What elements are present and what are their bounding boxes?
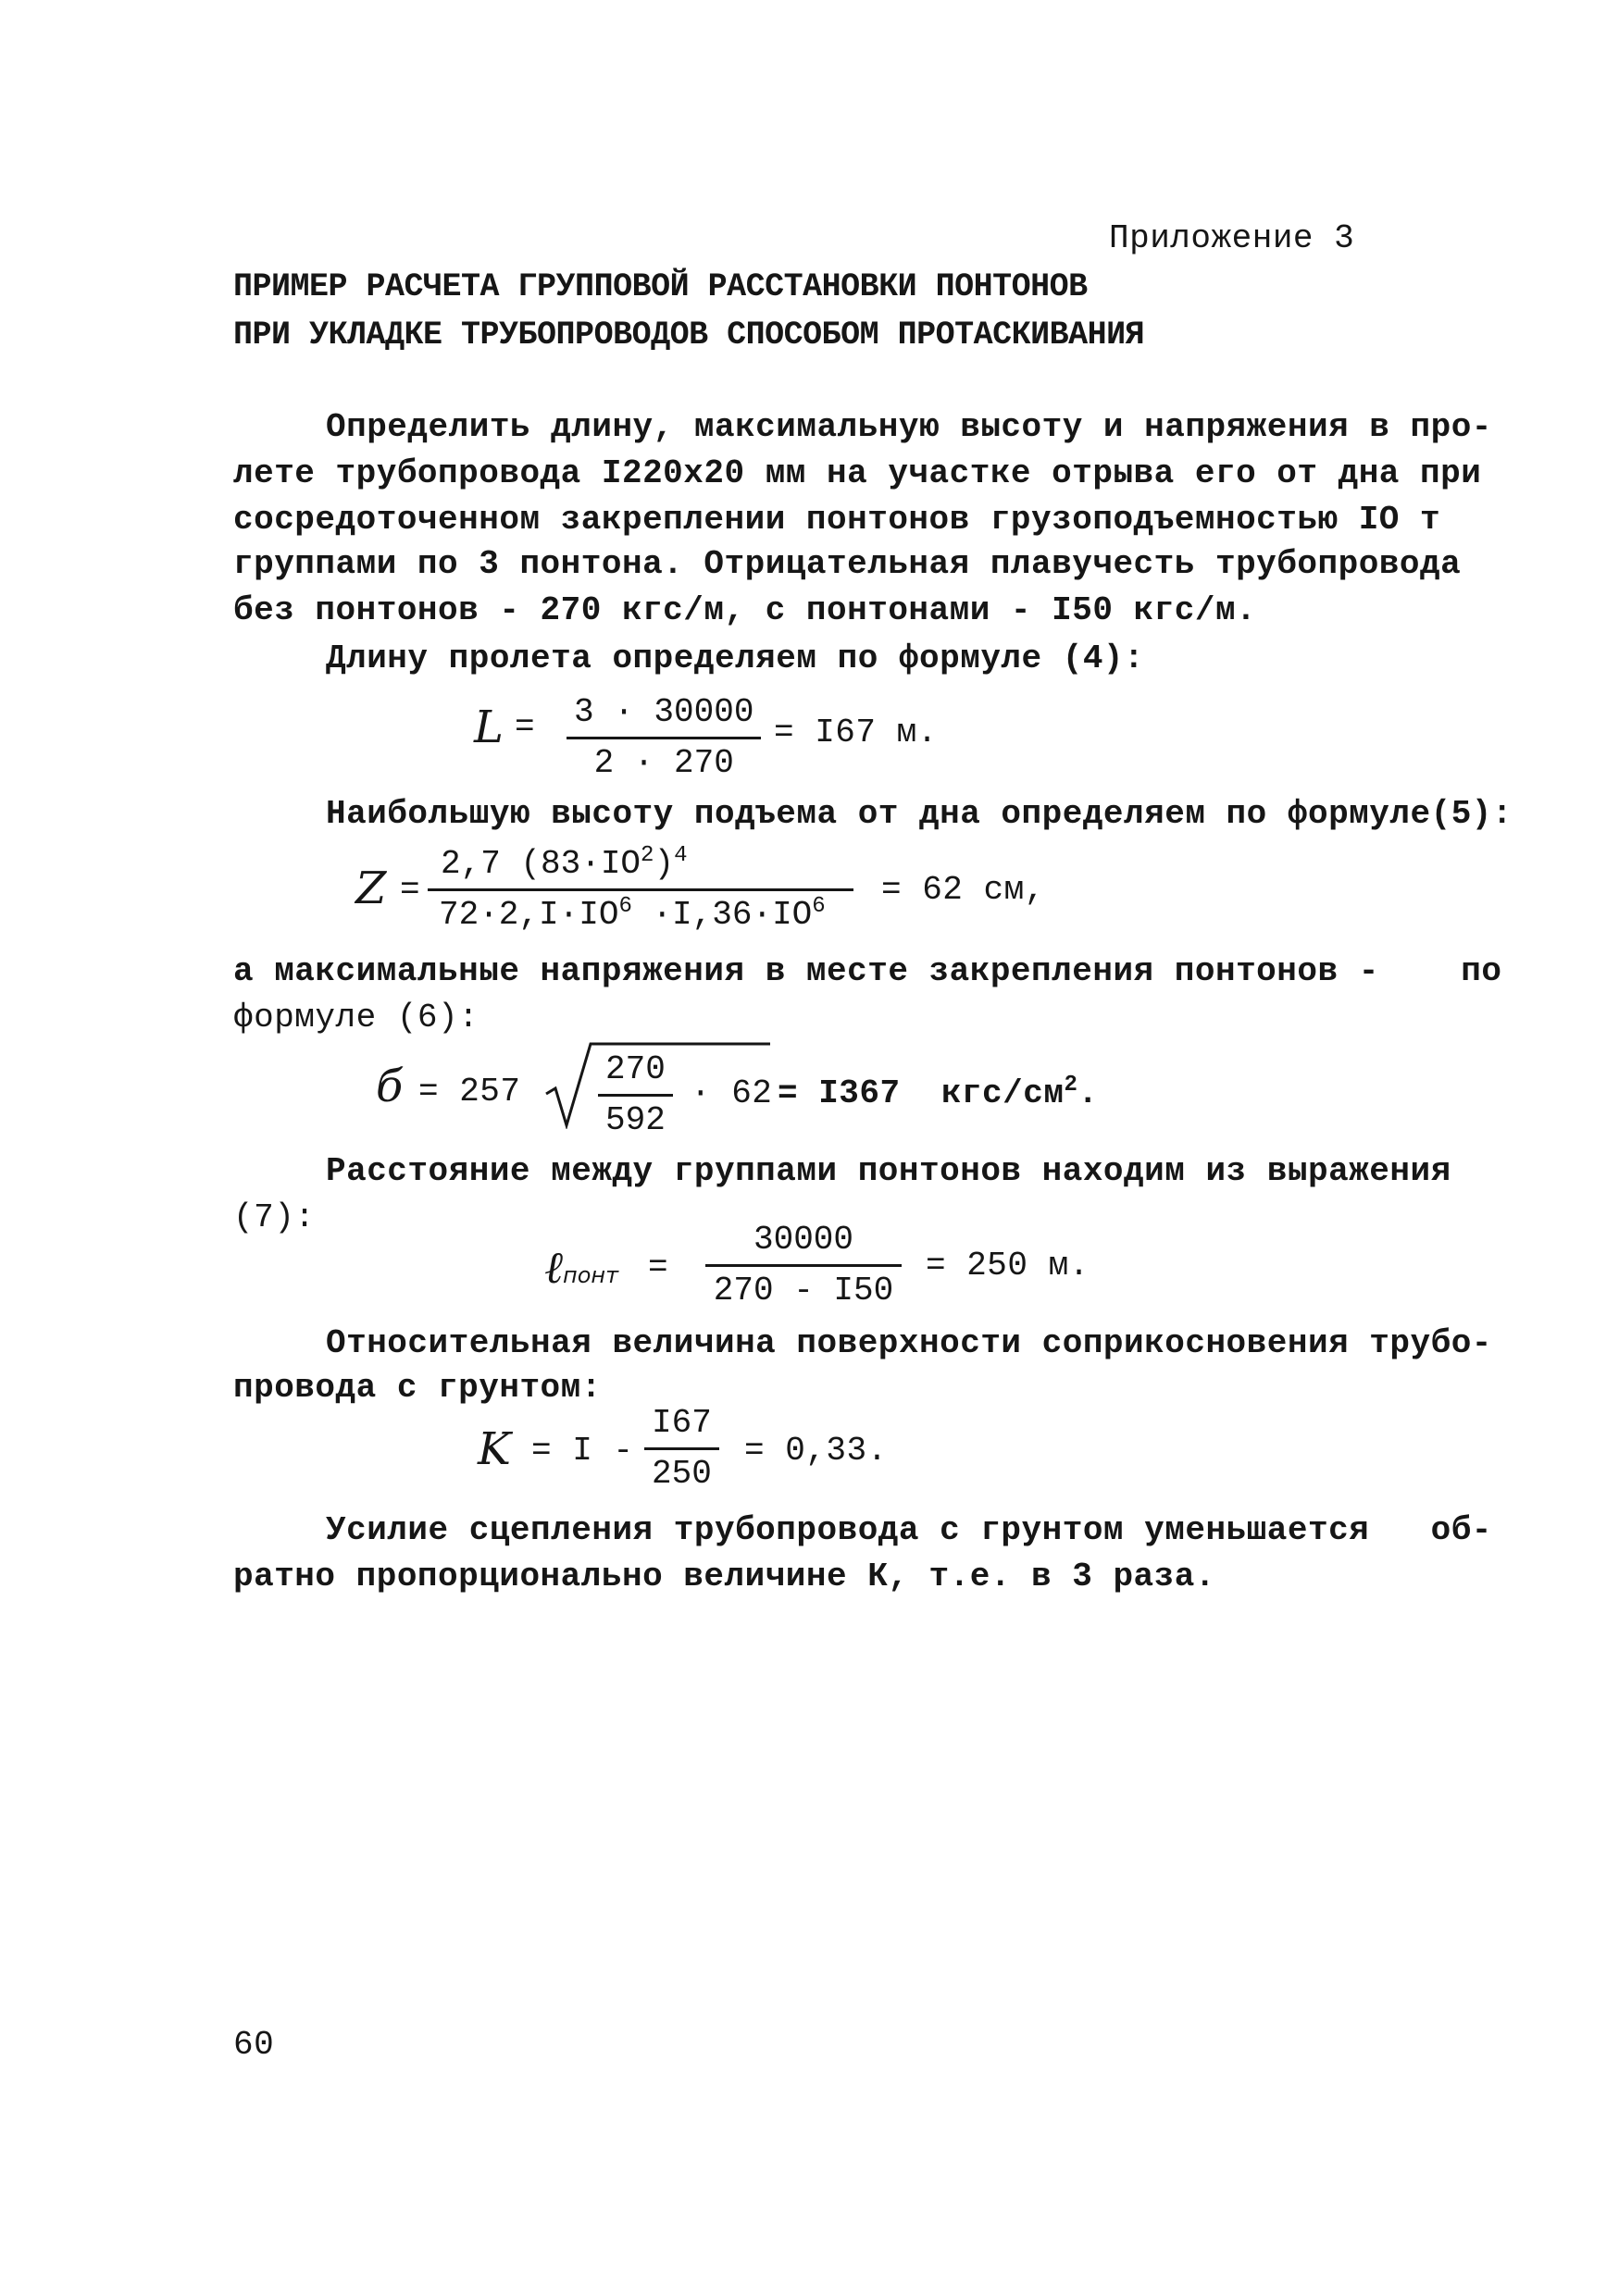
formula5-den-exp1: 6 (618, 894, 632, 919)
fraction-bar (567, 737, 761, 739)
formula-k-intro-2: провода с грунтом: (233, 1369, 602, 1407)
formula6-intro-2: формуле (6): (233, 999, 479, 1036)
formula-k-symbol: K (478, 1423, 511, 1475)
formula5-symbol: Z (355, 863, 387, 914)
page-number: 60 (233, 2026, 275, 2064)
formula6-result-text: = I367 кгс/см (778, 1074, 1065, 1112)
conclusion-line-1: Усилие сцепления трубопровода с грунтом уменьшается об- (326, 1511, 1492, 1549)
formula7-symbol (544, 1242, 619, 1297)
formula7-eq: = (648, 1248, 669, 1286)
formula6-intro-1: а максимальные напряжения в месте закрепления понтонов - по (233, 952, 1502, 990)
formula4-symbol: L (474, 701, 504, 753)
formula5-num-exp2: 4 (674, 843, 688, 868)
formula6-coef: = 257 (418, 1073, 521, 1111)
formula7-intro-1: Расстояние между группами понтонов находим из выражения (326, 1152, 1451, 1190)
appendix-label: Приложение 3 (1109, 219, 1355, 257)
intro-line-4: группами по 3 понтона. Отрицательная плавучесть трубопровода (233, 545, 1462, 583)
formula5-den-b: ·I,36·IO (631, 896, 813, 934)
formula5-result: = 62 см, (881, 871, 1045, 909)
formula4-result: = I67 м. (774, 714, 938, 751)
formula-k-numerator: I67 (652, 1404, 712, 1442)
formula7-denominator: 270 - I50 (713, 1272, 894, 1309)
formula5-denominator (428, 895, 833, 936)
title-line-1: ПРИМЕР РАСЧЕТА ГРУППОВОЙ РАССТАНОВКИ ПОНТОНОВ (233, 268, 1088, 305)
title-line-2: ПРИ УКЛАДКЕ ТРУБОПРОВОДОВ СПОСОБОМ ПРОТАСКИВАНИЯ (233, 316, 1145, 354)
formula5-num-exp1: 2 (641, 843, 654, 868)
formula5-num-close: ) (654, 845, 675, 883)
formula4-denominator: 2 · 270 (593, 744, 734, 782)
formula5-eq: = (400, 871, 421, 909)
formula5-num-main: 2,7 (83·IO (441, 845, 641, 883)
fraction-bar (644, 1447, 719, 1450)
formula7-intro-2: (7): (233, 1198, 316, 1236)
formula5-den-exp2: 6 (812, 894, 826, 919)
formula4-eq: = (515, 708, 536, 746)
formula6-denominator: 592 (605, 1101, 666, 1139)
fraction-bar (598, 1094, 673, 1097)
formula7-symbol-letter: ℓ (544, 1242, 563, 1294)
formula5-intro: Наибольшую высоту подъема от дна определяем по формуле(5): (326, 795, 1513, 833)
formula6-fraction (598, 1049, 673, 1141)
formula-k-pre: = I - (531, 1432, 634, 1470)
formula7-result: = 250 м. (926, 1247, 1090, 1285)
intro-line-3: сосредоточенном закреплении понтонов грузоподъемностью IO т (233, 501, 1441, 539)
conclusion-line-2: ратно пропорционально величине К, т.е. в 3 раза. (233, 1558, 1215, 1595)
fraction-bar (705, 1264, 902, 1267)
formula-k-fraction (644, 1403, 719, 1495)
formula5-fraction (428, 844, 853, 936)
intro-line-5: без понтонов - 270 кгс/м, с понтонами - I50 кгс/м. (233, 591, 1257, 629)
formula4-intro: Длину пролета определяем по формуле (4): (326, 639, 1145, 677)
intro-line-2: лете трубопровода I220x20 мм на участке отрыва его от дна при (233, 454, 1482, 492)
formula7-numerator: 30000 (753, 1221, 854, 1259)
formula6-result-exp: 2 (1064, 1073, 1078, 1098)
formula-k-intro-1: Относительная величина поверхности соприкосновения трубо- (326, 1324, 1492, 1362)
formula6-mult: · 62 (691, 1074, 773, 1112)
formula6-symbol: б (376, 1061, 404, 1112)
formula4-numerator: 3 · 30000 (574, 693, 754, 731)
formula7-subscript: понт (563, 1262, 619, 1288)
formula5-den-a: 72·2,I·IO (439, 896, 619, 934)
intro-line-1: Определить длину, максимальную высоту и напряжения в про- (326, 408, 1492, 446)
formula6-result-end: . (1077, 1074, 1099, 1112)
formula5-numerator (428, 844, 694, 885)
formula-k-result: = 0,33. (744, 1432, 888, 1470)
fraction-bar (428, 888, 853, 891)
formula6-numerator: 270 (605, 1050, 666, 1088)
formula4-fraction (567, 692, 761, 784)
formula-k-denominator: 250 (652, 1455, 712, 1493)
formula6-result (778, 1074, 1098, 1114)
formula7-fraction (705, 1220, 902, 1311)
